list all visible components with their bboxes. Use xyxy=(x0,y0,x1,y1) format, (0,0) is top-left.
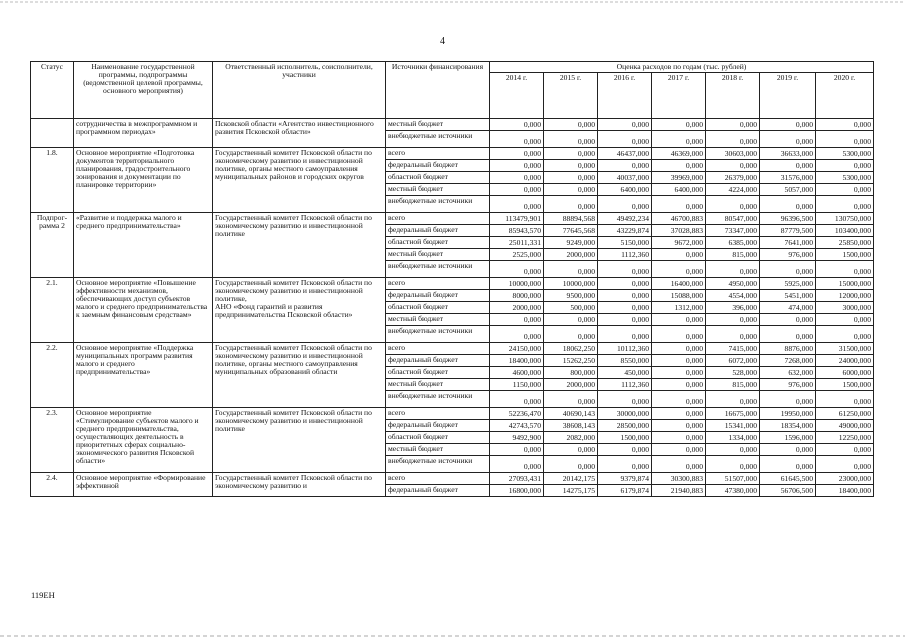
amount-cell: 0,000 xyxy=(598,160,652,172)
amount-cell: 40037,000 xyxy=(598,172,652,184)
amount-cell: 10000,000 xyxy=(490,278,544,290)
amount-cell: 77645,568 xyxy=(544,225,598,237)
amount-cell: 0,000 xyxy=(598,302,652,314)
amount-cell: 632,000 xyxy=(760,367,816,379)
amount-cell: 46437,000 xyxy=(598,148,652,160)
amount-cell: 1112,360 xyxy=(598,379,652,391)
amount-cell: 0,000 xyxy=(544,196,598,213)
amount-cell: 6000,000 xyxy=(816,367,874,379)
funding-source-cell: внебюджетные источники xyxy=(386,326,490,343)
amount-cell: 0,000 xyxy=(706,196,760,213)
amount-cell: 2082,000 xyxy=(544,432,598,444)
header-year: 2016 г. xyxy=(598,73,652,119)
amount-cell: 0,000 xyxy=(816,326,874,343)
table-row xyxy=(31,473,874,485)
amount-cell: 0,000 xyxy=(816,196,874,213)
amount-cell: 0,000 xyxy=(544,456,598,473)
amount-cell: 0,000 xyxy=(760,326,816,343)
amount-cell: 52236,470 xyxy=(490,408,544,420)
amount-cell: 18400,000 xyxy=(490,355,544,367)
amount-cell: 6179,874 xyxy=(598,485,652,497)
header-year: 2019 г. xyxy=(760,73,816,119)
status-cell: 2.1. xyxy=(31,278,74,343)
header-year: 2014 г. xyxy=(490,73,544,119)
amount-cell: 25850,000 xyxy=(816,237,874,249)
amount-cell: 0,000 xyxy=(706,391,760,408)
amount-cell: 20142,175 xyxy=(544,473,598,485)
amount-cell: 0,000 xyxy=(490,184,544,196)
amount-cell: 28500,000 xyxy=(598,420,652,432)
status-cell: 1.8. xyxy=(31,148,74,213)
amount-cell: 87779,500 xyxy=(760,225,816,237)
funding-source-cell: областной бюджет xyxy=(386,237,490,249)
amount-cell: 0,000 xyxy=(598,444,652,456)
amount-cell: 0,000 xyxy=(652,391,706,408)
amount-cell: 0,000 xyxy=(706,456,760,473)
amount-cell: 0,000 xyxy=(816,456,874,473)
amount-cell: 18354,000 xyxy=(760,420,816,432)
amount-cell: 0,000 xyxy=(760,131,816,148)
amount-cell: 9672,000 xyxy=(652,237,706,249)
amount-cell: 976,000 xyxy=(760,379,816,391)
amount-cell: 0,000 xyxy=(490,444,544,456)
amount-cell: 1596,000 xyxy=(760,432,816,444)
executor-cell: Государственный комитет Псковской области по экономическому развитию и инвестиционной политике xyxy=(213,213,386,278)
amount-cell: 0,000 xyxy=(816,391,874,408)
funding-source-cell: внебюджетные источники xyxy=(386,196,490,213)
amount-cell: 27093,431 xyxy=(490,473,544,485)
table-row xyxy=(31,343,874,355)
amount-cell: 0,000 xyxy=(760,391,816,408)
table-row xyxy=(31,213,874,225)
executor-cell: Государственный комитет Псковской области по экономическому развитию и инвестиционной политике xyxy=(213,408,386,473)
amount-cell: 2000,000 xyxy=(544,249,598,261)
amount-cell: 130750,000 xyxy=(816,213,874,225)
amount-cell: 12000,000 xyxy=(816,290,874,302)
status-cell: 2.2. xyxy=(31,343,74,408)
executor-cell: Государственный комитет Псковской области по экономическому развитию и инвестиционной политике, органы местного самоуправления муниципальных районов и городских округов xyxy=(213,148,386,213)
amount-cell: 0,000 xyxy=(760,314,816,326)
amount-cell: 6385,000 xyxy=(706,237,760,249)
amount-cell: 0,000 xyxy=(706,444,760,456)
amount-cell: 15088,000 xyxy=(652,290,706,302)
amount-cell: 1500,000 xyxy=(816,249,874,261)
amount-cell: 5300,000 xyxy=(816,172,874,184)
amount-cell: 0,000 xyxy=(652,444,706,456)
amount-cell: 1150,000 xyxy=(490,379,544,391)
amount-cell: 10112,360 xyxy=(598,343,652,355)
amount-cell: 73347,000 xyxy=(706,225,760,237)
amount-cell: 113479,901 xyxy=(490,213,544,225)
amount-cell: 0,000 xyxy=(544,444,598,456)
amount-cell: 0,000 xyxy=(544,314,598,326)
amount-cell: 16675,000 xyxy=(706,408,760,420)
amount-cell: 49492,234 xyxy=(598,213,652,225)
funding-source-cell: местный бюджет xyxy=(386,119,490,131)
funding-source-cell: областной бюджет xyxy=(386,172,490,184)
amount-cell: 0,000 xyxy=(544,261,598,278)
amount-cell: 0,000 xyxy=(816,314,874,326)
amount-cell: 0,000 xyxy=(544,326,598,343)
amount-cell: 43229,874 xyxy=(598,225,652,237)
executor-cell: Псковской области «Агентство инвестиционного развития Псковской области» xyxy=(213,119,386,148)
amount-cell: 0,000 xyxy=(760,196,816,213)
amount-cell: 0,000 xyxy=(598,314,652,326)
amount-cell: 0,000 xyxy=(544,391,598,408)
amount-cell: 0,000 xyxy=(816,131,874,148)
amount-cell: 450,000 xyxy=(598,367,652,379)
document-code: 119ЕН xyxy=(31,590,55,600)
amount-cell: 49000,000 xyxy=(816,420,874,432)
amount-cell: 0,000 xyxy=(598,119,652,131)
amount-cell: 0,000 xyxy=(652,456,706,473)
amount-cell: 5057,000 xyxy=(760,184,816,196)
funding-source-cell: внебюджетные источники xyxy=(386,131,490,148)
funding-source-cell: областной бюджет xyxy=(386,302,490,314)
amount-cell: 12250,000 xyxy=(816,432,874,444)
funding-source-cell: областной бюджет xyxy=(386,432,490,444)
amount-cell: 5451,000 xyxy=(760,290,816,302)
amount-cell: 500,000 xyxy=(544,302,598,314)
amount-cell: 2525,000 xyxy=(490,249,544,261)
amount-cell: 0,000 xyxy=(544,131,598,148)
amount-cell: 0,000 xyxy=(706,160,760,172)
funding-source-cell: всего xyxy=(386,278,490,290)
amount-cell: 56706,500 xyxy=(760,485,816,497)
program-name-cell: Основное мероприятие «Формирование эффективной xyxy=(74,473,213,497)
amount-cell: 6400,000 xyxy=(598,184,652,196)
amount-cell: 0,000 xyxy=(652,196,706,213)
amount-cell: 10000,000 xyxy=(544,278,598,290)
amount-cell: 25011,331 xyxy=(490,237,544,249)
amount-cell: 18400,000 xyxy=(816,485,874,497)
amount-cell: 1112,360 xyxy=(598,249,652,261)
amount-cell: 8876,000 xyxy=(760,343,816,355)
amount-cell: 0,000 xyxy=(598,196,652,213)
amount-cell: 0,000 xyxy=(490,314,544,326)
executor-cell: Государственный комитет Псковской области по экономическому развитию и инвестиционной политике, органы местного самоуправления муниципальных образований области xyxy=(213,343,386,408)
amount-cell: 0,000 xyxy=(652,408,706,420)
amount-cell: 0,000 xyxy=(816,444,874,456)
page-number: 4 xyxy=(440,36,445,47)
amount-cell: 0,000 xyxy=(652,249,706,261)
amount-cell: 42743,570 xyxy=(490,420,544,432)
status-cell: 2.4. xyxy=(31,473,74,497)
amount-cell: 26379,000 xyxy=(706,172,760,184)
amount-cell: 0,000 xyxy=(598,290,652,302)
amount-cell: 96396,500 xyxy=(760,213,816,225)
funding-source-cell: федеральный бюджет xyxy=(386,290,490,302)
amount-cell: 5150,000 xyxy=(598,237,652,249)
amount-cell: 0,000 xyxy=(760,444,816,456)
amount-cell: 16800,000 xyxy=(490,485,544,497)
table-row xyxy=(31,119,874,131)
amount-cell: 0,000 xyxy=(816,119,874,131)
amount-cell: 0,000 xyxy=(544,184,598,196)
amount-cell: 15000,000 xyxy=(816,278,874,290)
amount-cell: 528,000 xyxy=(706,367,760,379)
status-cell: Подпрог-рамма 2 xyxy=(31,213,74,278)
header-year: 2018 г. xyxy=(706,73,760,119)
amount-cell: 0,000 xyxy=(652,343,706,355)
amount-cell: 0,000 xyxy=(598,131,652,148)
amount-cell: 0,000 xyxy=(706,119,760,131)
amount-cell: 14275,175 xyxy=(544,485,598,497)
status-cell: 2.3. xyxy=(31,408,74,473)
header-year: 2015 г. xyxy=(544,73,598,119)
amount-cell: 31576,000 xyxy=(760,172,816,184)
amount-cell: 4224,000 xyxy=(706,184,760,196)
amount-cell: 0,000 xyxy=(706,314,760,326)
amount-cell: 0,000 xyxy=(490,148,544,160)
amount-cell: 0,000 xyxy=(816,160,874,172)
amount-cell: 0,000 xyxy=(490,391,544,408)
amount-cell: 30603,000 xyxy=(706,148,760,160)
funding-source-cell: всего xyxy=(386,473,490,485)
amount-cell: 16400,000 xyxy=(652,278,706,290)
amount-cell: 1312,000 xyxy=(652,302,706,314)
funding-source-cell: федеральный бюджет xyxy=(386,225,490,237)
program-name-cell: Основное мероприятие «Повышение эффективности механизмов, обеспечивающих доступ субъектов малого и среднего предпринимательства к заемным финансовым средствам» xyxy=(74,278,213,343)
header-status: Статус xyxy=(31,62,74,119)
amount-cell: 1334,000 xyxy=(706,432,760,444)
executor-cell: Государственный комитет Псковской области по экономическому развитию и xyxy=(213,473,386,497)
header-sources: Источники финансирования xyxy=(386,62,490,119)
amount-cell: 0,000 xyxy=(652,432,706,444)
funding-source-cell: всего xyxy=(386,408,490,420)
program-name-cell: «Развитие и поддержка малого и среднего предпринимательства» xyxy=(74,213,213,278)
amount-cell: 0,000 xyxy=(706,131,760,148)
funding-source-cell: местный бюджет xyxy=(386,249,490,261)
amount-cell: 976,000 xyxy=(760,249,816,261)
amount-cell: 0,000 xyxy=(760,119,816,131)
amount-cell: 0,000 xyxy=(490,119,544,131)
amount-cell: 4554,000 xyxy=(706,290,760,302)
amount-cell: 0,000 xyxy=(706,261,760,278)
amount-cell: 9492,900 xyxy=(490,432,544,444)
amount-cell: 7415,000 xyxy=(706,343,760,355)
amount-cell: 21940,883 xyxy=(652,485,706,497)
table-row xyxy=(31,278,874,290)
amount-cell: 0,000 xyxy=(706,326,760,343)
funding-source-cell: федеральный бюджет xyxy=(386,485,490,497)
header-executor: Ответственный исполнитель, соисполнители, участники xyxy=(213,62,386,119)
amount-cell: 9500,000 xyxy=(544,290,598,302)
amount-cell: 0,000 xyxy=(652,326,706,343)
amount-cell: 7641,000 xyxy=(760,237,816,249)
amount-cell: 0,000 xyxy=(816,184,874,196)
amount-cell: 0,000 xyxy=(490,196,544,213)
header-year: 2020 г. xyxy=(816,73,874,119)
amount-cell: 0,000 xyxy=(544,172,598,184)
amount-cell: 36633,000 xyxy=(760,148,816,160)
amount-cell: 0,000 xyxy=(490,172,544,184)
amount-cell: 800,000 xyxy=(544,367,598,379)
funding-source-cell: внебюджетные источники xyxy=(386,261,490,278)
funding-source-cell: внебюджетные источники xyxy=(386,391,490,408)
amount-cell: 46700,883 xyxy=(652,213,706,225)
amount-cell: 40690,143 xyxy=(544,408,598,420)
amount-cell: 15262,250 xyxy=(544,355,598,367)
amount-cell: 38608,143 xyxy=(544,420,598,432)
amount-cell: 8550,000 xyxy=(598,355,652,367)
amount-cell: 0,000 xyxy=(652,420,706,432)
amount-cell: 0,000 xyxy=(816,261,874,278)
table-row xyxy=(31,148,874,160)
amount-cell: 9249,000 xyxy=(544,237,598,249)
amount-cell: 474,000 xyxy=(760,302,816,314)
amount-cell: 0,000 xyxy=(544,160,598,172)
amount-cell: 815,000 xyxy=(706,249,760,261)
amount-cell: 0,000 xyxy=(490,456,544,473)
funding-source-cell: федеральный бюджет xyxy=(386,160,490,172)
funding-source-cell: местный бюджет xyxy=(386,184,490,196)
amount-cell: 2000,000 xyxy=(490,302,544,314)
amount-cell: 0,000 xyxy=(760,160,816,172)
amount-cell: 6400,000 xyxy=(652,184,706,196)
amount-cell: 815,000 xyxy=(706,379,760,391)
amount-cell: 19950,000 xyxy=(760,408,816,420)
amount-cell: 0,000 xyxy=(652,367,706,379)
header-name: Наименование государственной программы, подпрограммы (ведомственной целевой программы, основного мероприятия) xyxy=(74,62,213,119)
amount-cell: 9379,874 xyxy=(598,473,652,485)
amount-cell: 0,000 xyxy=(598,261,652,278)
amount-cell: 80547,000 xyxy=(706,213,760,225)
amount-cell: 4950,000 xyxy=(706,278,760,290)
amount-cell: 46369,000 xyxy=(652,148,706,160)
amount-cell: 2000,000 xyxy=(544,379,598,391)
amount-cell: 1500,000 xyxy=(816,379,874,391)
amount-cell: 39969,000 xyxy=(652,172,706,184)
amount-cell: 0,000 xyxy=(598,326,652,343)
program-name-cell: Основное мероприятие «Подготовка документов территориального планирования, градостроительного зонирования и документации по планировке территории» xyxy=(74,148,213,213)
amount-cell: 396,000 xyxy=(706,302,760,314)
table-row xyxy=(31,408,874,420)
funding-source-cell: местный бюджет xyxy=(386,444,490,456)
funding-source-cell: местный бюджет xyxy=(386,379,490,391)
amount-cell: 0,000 xyxy=(652,355,706,367)
amount-cell: 103400,000 xyxy=(816,225,874,237)
amount-cell: 0,000 xyxy=(652,160,706,172)
amount-cell: 0,000 xyxy=(598,456,652,473)
amount-cell: 85943,570 xyxy=(490,225,544,237)
amount-cell: 0,000 xyxy=(652,119,706,131)
amount-cell: 31500,000 xyxy=(816,343,874,355)
funding-source-cell: местный бюджет xyxy=(386,314,490,326)
funding-source-cell: внебюджетные источники xyxy=(386,456,490,473)
program-name-cell: Основное мероприятие «Стимулирование субъектов малого и среднего предпринимательства, осуществляющих деятельность в приоритетных сферах социально-экономического развития Псковской области» xyxy=(74,408,213,473)
amount-cell: 0,000 xyxy=(490,261,544,278)
funding-source-cell: всего xyxy=(386,148,490,160)
header-year: 2017 г. xyxy=(652,73,706,119)
amount-cell: 6072,000 xyxy=(706,355,760,367)
amount-cell: 0,000 xyxy=(544,119,598,131)
amount-cell: 0,000 xyxy=(760,456,816,473)
amount-cell: 0,000 xyxy=(544,148,598,160)
funding-source-cell: федеральный бюджет xyxy=(386,355,490,367)
amount-cell: 3000,000 xyxy=(816,302,874,314)
expenses-table xyxy=(30,61,874,497)
amount-cell: 0,000 xyxy=(490,160,544,172)
amount-cell: 30300,883 xyxy=(652,473,706,485)
amount-cell: 30000,000 xyxy=(598,408,652,420)
amount-cell: 37028,883 xyxy=(652,225,706,237)
amount-cell: 61250,000 xyxy=(816,408,874,420)
amount-cell: 1500,000 xyxy=(598,432,652,444)
amount-cell: 18062,250 xyxy=(544,343,598,355)
amount-cell: 0,000 xyxy=(490,326,544,343)
amount-cell: 0,000 xyxy=(760,261,816,278)
funding-source-cell: федеральный бюджет xyxy=(386,420,490,432)
amount-cell: 0,000 xyxy=(490,131,544,148)
amount-cell: 0,000 xyxy=(598,391,652,408)
program-name-cell: сотрудничества в межпрограммном и программном периодах» xyxy=(74,119,213,148)
funding-source-cell: областной бюджет xyxy=(386,367,490,379)
amount-cell: 47380,000 xyxy=(706,485,760,497)
amount-cell: 5925,000 xyxy=(760,278,816,290)
amount-cell: 0,000 xyxy=(652,261,706,278)
amount-cell: 15341,000 xyxy=(706,420,760,432)
amount-cell: 61645,500 xyxy=(760,473,816,485)
amount-cell: 88894,568 xyxy=(544,213,598,225)
program-name-cell: Основное мероприятие «Поддержка муниципальных программ развития малого и среднего предпринимательства» xyxy=(74,343,213,408)
amount-cell: 0,000 xyxy=(652,314,706,326)
amount-cell: 51507,000 xyxy=(706,473,760,485)
funding-source-cell: всего xyxy=(386,343,490,355)
amount-cell: 24150,000 xyxy=(490,343,544,355)
amount-cell: 0,000 xyxy=(652,131,706,148)
status-cell xyxy=(31,119,74,148)
amount-cell: 5300,000 xyxy=(816,148,874,160)
amount-cell: 8000,000 xyxy=(490,290,544,302)
funding-source-cell: всего xyxy=(386,213,490,225)
header-costs: Оценка расходов по годам (тыс. рублей) xyxy=(490,62,874,73)
executor-cell: Государственный комитет Псковской области по экономическому развитию и инвестиционной политике, АНО «Фонд гарантий и развития предпринимательства Псковской области» xyxy=(213,278,386,343)
amount-cell: 0,000 xyxy=(652,379,706,391)
amount-cell: 24000,000 xyxy=(816,355,874,367)
amount-cell: 23000,000 xyxy=(816,473,874,485)
amount-cell: 0,000 xyxy=(598,278,652,290)
amount-cell: 7268,000 xyxy=(760,355,816,367)
amount-cell: 4600,000 xyxy=(490,367,544,379)
